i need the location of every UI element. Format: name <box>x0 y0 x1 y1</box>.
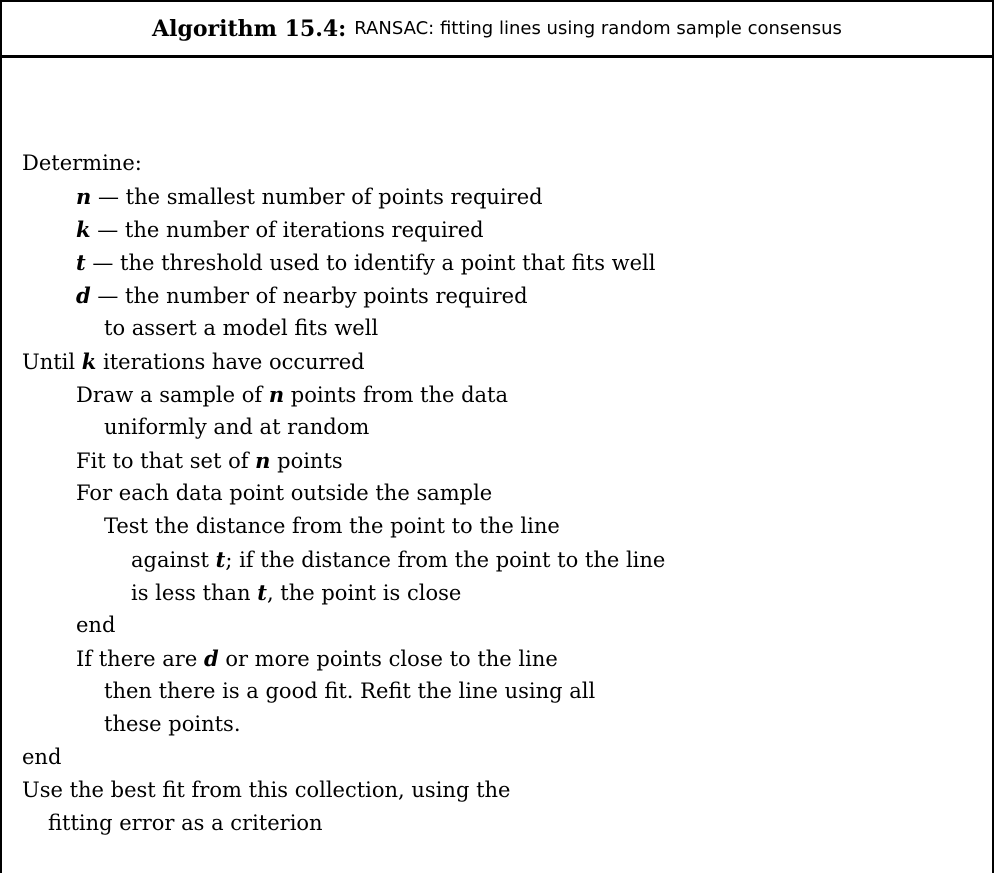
t-description: — the threshold used to identify a point that fits well <box>85 251 656 275</box>
use-best-fit-line <box>22 774 972 807</box>
then-text: then there is a good fit. Refit the line using all <box>104 679 596 703</box>
against-line <box>22 543 972 576</box>
n-definition-line <box>22 180 972 213</box>
less-than-line <box>22 576 972 609</box>
determine-line <box>22 147 972 180</box>
if-prefix: If there are <box>76 647 204 671</box>
if-variable: d <box>203 646 219 671</box>
k-description: — the number of iterations required <box>90 218 484 242</box>
end-inner-line <box>22 609 972 642</box>
d-description: — the number of nearby points required <box>90 284 528 308</box>
n-description: — the smallest number of points required <box>91 185 543 209</box>
determine-text: Determine: <box>22 151 142 175</box>
test-text: Test the distance from the point to the line <box>104 514 560 538</box>
d-variable: d <box>76 283 91 308</box>
until-variable: k <box>81 349 97 374</box>
against-prefix: against <box>131 548 216 572</box>
until-prefix: Until <box>22 350 82 374</box>
against-variable: t <box>215 547 226 572</box>
algorithm-header <box>2 2 992 58</box>
if-line <box>22 642 972 675</box>
use-best-fit-continuation <box>22 807 972 840</box>
these-points-text: these points. <box>104 712 241 736</box>
if-suffix: or more points close to the line <box>218 647 558 671</box>
end-outer-line <box>22 741 972 774</box>
less-prefix: is less than <box>131 581 258 605</box>
d-description-continuation: to assert a model fits well <box>104 316 379 340</box>
algorithm-body <box>22 147 972 840</box>
n-variable: n <box>76 184 92 209</box>
algorithm-label: Algorithm 15.4: <box>152 15 347 42</box>
until-suffix: iterations have occurred <box>96 350 365 374</box>
use-best-fit-text: Use the best fit from this collection, using the <box>22 778 511 802</box>
these-points-line <box>22 708 972 741</box>
t-variable: t <box>76 250 86 275</box>
draw-suffix: points from the data <box>284 383 509 407</box>
algorithm-title: RANSAC: fitting lines using random sample consensus <box>354 18 842 39</box>
draw-prefix: Draw a sample of <box>76 383 269 407</box>
d-definition-line <box>22 279 972 312</box>
k-definition-line <box>22 213 972 246</box>
fit-suffix: points <box>270 449 343 473</box>
draw-continuation-text: uniformly and at random <box>104 415 370 439</box>
end-inner-text: end <box>76 613 116 637</box>
test-line <box>22 510 972 543</box>
k-variable: k <box>76 217 91 242</box>
fit-variable: n <box>255 448 271 473</box>
t-definition-line <box>22 246 972 279</box>
use-best-fit-continuation-text: fitting error as a criterion <box>48 811 323 835</box>
less-suffix: , the point is close <box>266 581 462 605</box>
foreach-text: For each data point outside the sample <box>76 481 493 505</box>
then-line <box>22 675 972 708</box>
until-line <box>22 345 972 378</box>
foreach-line <box>22 477 972 510</box>
draw-sample-continuation <box>22 411 972 444</box>
draw-variable: n <box>268 382 285 407</box>
d-definition-continuation <box>22 312 972 345</box>
fit-prefix: Fit to that set of <box>76 449 256 473</box>
against-suffix: ; if the distance from the point to the line <box>225 548 666 572</box>
draw-sample-line <box>22 378 972 411</box>
end-outer-text: end <box>22 745 62 769</box>
less-variable: t <box>257 580 267 605</box>
fit-line <box>22 444 972 477</box>
